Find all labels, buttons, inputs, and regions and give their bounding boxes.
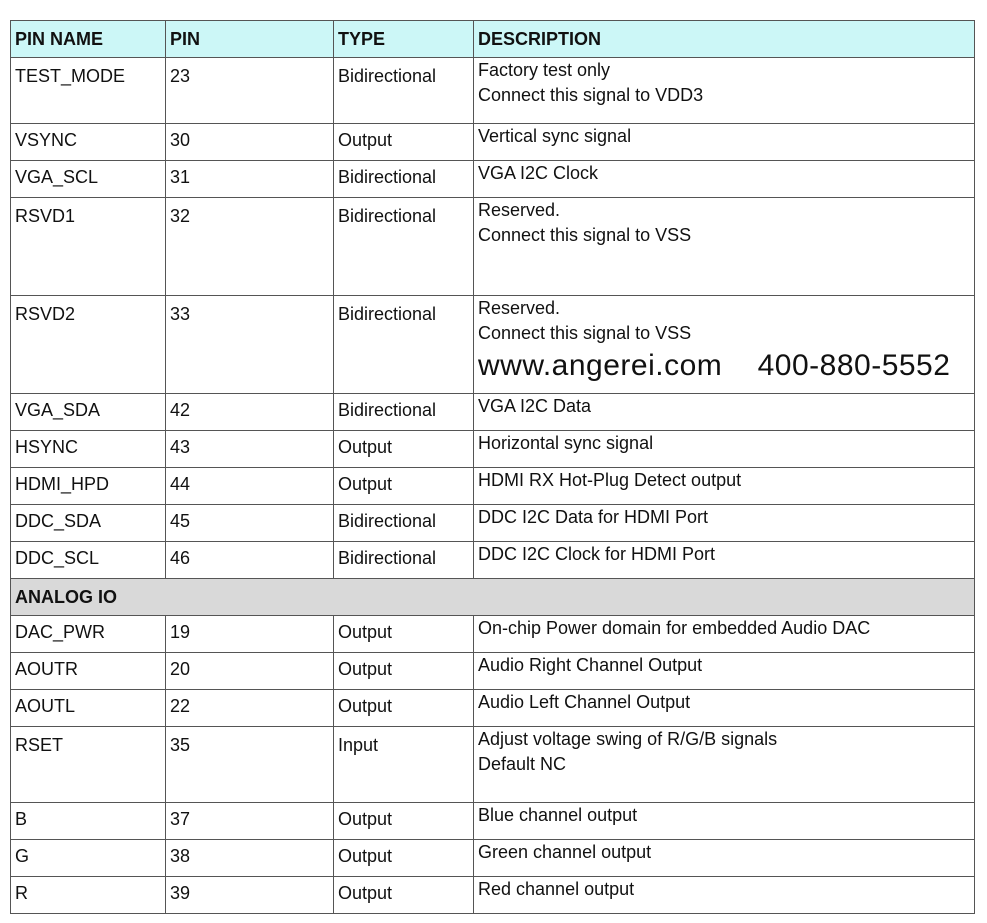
section-label: ANALOG IO <box>11 579 975 616</box>
pin-type-cell: Bidirectional <box>334 542 474 579</box>
header-pin-name: PIN NAME <box>11 21 166 58</box>
pin-type-cell: Bidirectional <box>334 161 474 198</box>
table-row <box>11 198 975 296</box>
description-line: HDMI RX Hot-Plug Detect output <box>478 470 742 490</box>
table-row <box>11 653 975 690</box>
pin-number-cell: 32 <box>166 198 334 296</box>
pin-type-cell: Output <box>334 653 474 690</box>
description-line: Horizontal sync signal <box>478 433 654 453</box>
pin-number-cell: 33 <box>166 296 334 394</box>
pin-type-cell: Output <box>334 690 474 727</box>
pin-name-cell: AOUTR <box>11 653 166 690</box>
pin-number-cell: 46 <box>166 542 334 579</box>
pin-type-cell: Bidirectional <box>334 505 474 542</box>
pin-name-cell: HSYNC <box>11 431 166 468</box>
pin-name-cell: DAC_PWR <box>11 616 166 653</box>
pin-number-cell: 20 <box>166 653 334 690</box>
pin-description-cell <box>474 653 975 690</box>
pin-type-cell: Bidirectional <box>334 394 474 431</box>
pin-number-cell: 31 <box>166 161 334 198</box>
table-row <box>11 58 975 124</box>
table-row <box>11 542 975 579</box>
pin-description-cell <box>474 296 975 394</box>
pin-number-cell: 19 <box>166 616 334 653</box>
pin-name-cell: AOUTL <box>11 690 166 727</box>
pin-type-cell: Output <box>334 468 474 505</box>
pin-name-cell: TEST_MODE <box>11 58 166 124</box>
pin-type-cell: Output <box>334 877 474 914</box>
pin-number-cell: 43 <box>166 431 334 468</box>
pin-description-cell <box>474 803 975 840</box>
table-row <box>11 468 975 505</box>
pin-type-cell: Bidirectional <box>334 58 474 124</box>
pin-name-cell: DDC_SDA <box>11 505 166 542</box>
table-row <box>11 505 975 542</box>
pin-description-cell <box>474 58 975 124</box>
pin-type-cell: Output <box>334 803 474 840</box>
table-row <box>11 877 975 914</box>
header-type: TYPE <box>334 21 474 58</box>
pin-description-cell <box>474 468 975 505</box>
description-line: Connect this signal to VSS <box>478 323 692 343</box>
pin-description-cell <box>474 690 975 727</box>
table-row <box>11 727 975 803</box>
pin-table <box>10 20 975 914</box>
pin-description-cell <box>474 542 975 579</box>
pin-name-cell: VSYNC <box>11 124 166 161</box>
description-line: Audio Left Channel Output <box>478 692 691 712</box>
table-row <box>11 803 975 840</box>
header-pin: PIN <box>166 21 334 58</box>
pin-type-cell: Bidirectional <box>334 296 474 394</box>
description-line: Reserved. <box>478 200 561 220</box>
pin-type-cell: Output <box>334 124 474 161</box>
pin-number-cell: 37 <box>166 803 334 840</box>
pin-description-cell <box>474 877 975 914</box>
pin-name-cell: RSVD2 <box>11 296 166 394</box>
pin-number-cell: 30 <box>166 124 334 161</box>
pin-number-cell: 23 <box>166 58 334 124</box>
pin-type-cell: Output <box>334 616 474 653</box>
pin-number-cell: 44 <box>166 468 334 505</box>
pin-name-cell: HDMI_HPD <box>11 468 166 505</box>
description-line: Connect this signal to VSS <box>478 225 692 245</box>
table-row <box>11 296 975 394</box>
table-row <box>11 431 975 468</box>
description-line: Red channel output <box>478 879 635 899</box>
pin-number-cell: 22 <box>166 690 334 727</box>
pin-name-cell: VGA_SCL <box>11 161 166 198</box>
section-row <box>11 579 975 616</box>
pin-description-cell <box>474 616 975 653</box>
pin-description-cell <box>474 394 975 431</box>
description-line: Adjust voltage swing of R/G/B signals <box>478 729 778 749</box>
description-line: Blue channel output <box>478 805 638 825</box>
pin-description-cell <box>474 198 975 296</box>
pin-number-cell: 39 <box>166 877 334 914</box>
description-line: Connect this signal to VDD3 <box>478 85 704 105</box>
pin-name-cell: RSVD1 <box>11 198 166 296</box>
pin-description-cell <box>474 161 975 198</box>
pin-number-cell: 42 <box>166 394 334 431</box>
description-line: Reserved. <box>478 298 561 318</box>
description-line: Green channel output <box>478 842 652 862</box>
pin-number-cell: 38 <box>166 840 334 877</box>
description-line: Factory test only <box>478 60 611 80</box>
table-row <box>11 840 975 877</box>
header-description: DESCRIPTION <box>474 21 975 58</box>
pin-type-cell: Output <box>334 840 474 877</box>
description-line: VGA I2C Data <box>478 396 592 416</box>
watermark-text: www.angerei.com 400-880-5552 <box>478 349 951 382</box>
description-line: Default NC <box>478 754 567 774</box>
table-row <box>11 394 975 431</box>
pin-name-cell: VGA_SDA <box>11 394 166 431</box>
pin-table-body <box>11 58 975 914</box>
description-line: Audio Right Channel Output <box>478 655 703 675</box>
pin-number-cell: 45 <box>166 505 334 542</box>
description-line: VGA I2C Clock <box>478 163 599 183</box>
table-row <box>11 124 975 161</box>
description-line: Vertical sync signal <box>478 126 632 146</box>
table-row <box>11 616 975 653</box>
pin-description-cell <box>474 840 975 877</box>
table-row <box>11 161 975 198</box>
pin-description-cell <box>474 727 975 803</box>
header-row <box>11 21 975 58</box>
description-line: On-chip Power domain for embedded Audio DAC <box>478 618 871 638</box>
pin-name-cell: RSET <box>11 727 166 803</box>
description-line: DDC I2C Clock for HDMI Port <box>478 544 716 564</box>
pin-type-cell: Bidirectional <box>334 198 474 296</box>
pin-description-cell <box>474 124 975 161</box>
pin-type-cell: Input <box>334 727 474 803</box>
description-line: DDC I2C Data for HDMI Port <box>478 507 709 527</box>
pin-name-cell: B <box>11 803 166 840</box>
pin-description-cell <box>474 505 975 542</box>
pin-number-cell: 35 <box>166 727 334 803</box>
pin-type-cell: Output <box>334 431 474 468</box>
table-row <box>11 690 975 727</box>
pin-name-cell: G <box>11 840 166 877</box>
pin-name-cell: R <box>11 877 166 914</box>
pin-name-cell: DDC_SCL <box>11 542 166 579</box>
pin-description-cell <box>474 431 975 468</box>
